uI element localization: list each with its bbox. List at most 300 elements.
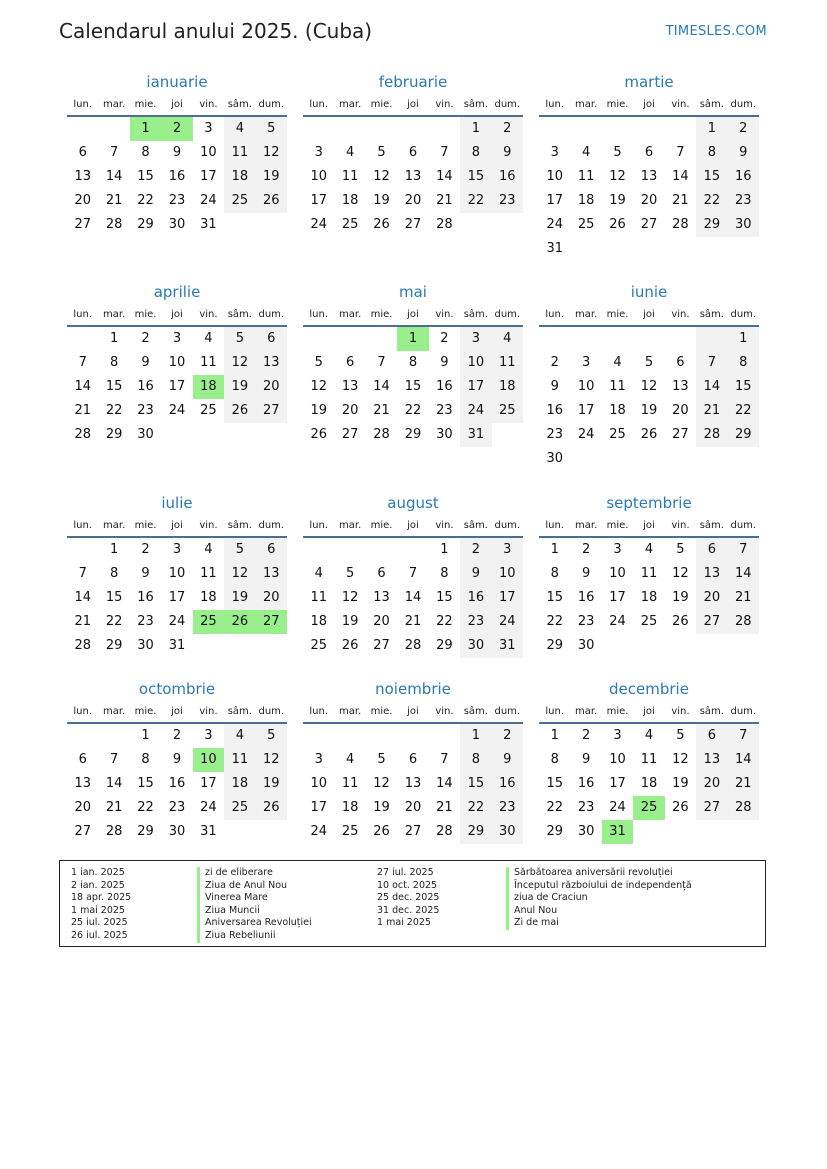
day-cell[interactable]: 9 [172, 752, 182, 767]
day-cell[interactable]: 24 [200, 193, 217, 208]
day-cell[interactable]: 27 [256, 399, 287, 423]
day-cell[interactable]: 19 [640, 403, 658, 418]
day-cell[interactable]: 8 [550, 566, 559, 581]
day-cell[interactable]: 11 [200, 566, 217, 581]
day-cell[interactable]: 20 [341, 403, 359, 418]
day-cell[interactable]: 19 [373, 800, 390, 815]
day-cell[interactable]: 17 [609, 590, 626, 605]
day-cell[interactable]: 19 [672, 776, 689, 791]
day-cell[interactable]: 23 [577, 800, 595, 815]
day-cell[interactable]: 19 [609, 193, 626, 208]
day-cell[interactable]: 12 [256, 141, 287, 165]
day-cell[interactable]: 21 [436, 800, 453, 815]
day-cell[interactable]: 9 [581, 566, 591, 581]
day-cell[interactable]: 14 [728, 562, 759, 586]
holiday-day-cell[interactable]: 18 [193, 375, 224, 399]
day-cell[interactable]: 13 [74, 776, 91, 791]
day-cell[interactable]: 11 [577, 169, 595, 184]
day-cell[interactable]: 17 [310, 193, 327, 208]
day-cell[interactable]: 5 [256, 724, 287, 748]
day-cell[interactable]: 4 [204, 542, 213, 557]
day-cell[interactable]: 15 [105, 590, 123, 605]
day-cell[interactable]: 10 [168, 355, 186, 370]
day-cell[interactable]: 25 [577, 217, 595, 232]
day-cell[interactable]: 1 [550, 728, 559, 743]
day-cell[interactable]: 23 [168, 193, 186, 208]
day-cell[interactable]: 21 [105, 193, 123, 208]
day-cell[interactable]: 12 [256, 748, 287, 772]
day-cell[interactable]: 30 [436, 427, 453, 442]
holiday-day-cell[interactable]: 1 [130, 117, 161, 141]
day-cell[interactable]: 25 [341, 824, 359, 839]
day-cell[interactable]: 31 [168, 638, 186, 653]
day-cell[interactable]: 14 [404, 590, 422, 605]
day-cell[interactable]: 28 [105, 824, 123, 839]
day-cell[interactable]: 27 [341, 427, 359, 442]
day-cell[interactable]: 18 [200, 590, 217, 605]
day-cell[interactable]: 10 [310, 776, 327, 791]
day-cell[interactable]: 18 [640, 776, 658, 791]
day-cell[interactable]: 8 [141, 145, 150, 160]
day-cell[interactable]: 12 [373, 776, 390, 791]
day-cell[interactable]: 14 [105, 169, 123, 184]
day-cell[interactable]: 3 [550, 145, 559, 160]
day-cell[interactable]: 19 [256, 165, 287, 189]
day-cell[interactable]: 3 [204, 728, 213, 743]
day-cell[interactable]: 23 [137, 614, 154, 629]
day-cell[interactable]: 1 [440, 542, 449, 557]
day-cell[interactable]: 12 [672, 566, 689, 581]
day-cell[interactable]: 8 [440, 566, 449, 581]
day-cell[interactable]: 11 [640, 752, 658, 767]
day-cell[interactable]: 16 [137, 590, 154, 605]
day-cell[interactable]: 17 [200, 776, 217, 791]
day-cell[interactable]: 21 [404, 614, 422, 629]
day-cell[interactable]: 25 [640, 614, 658, 629]
day-cell[interactable]: 5 [224, 327, 255, 351]
day-cell[interactable]: 6 [676, 355, 685, 370]
day-cell[interactable]: 28 [74, 427, 91, 442]
day-cell[interactable]: 7 [440, 145, 449, 160]
day-cell[interactable]: 6 [256, 327, 287, 351]
day-cell[interactable]: 11 [224, 748, 255, 772]
day-cell[interactable]: 29 [404, 427, 422, 442]
day-cell[interactable]: 10 [460, 351, 491, 375]
day-cell[interactable]: 21 [373, 403, 390, 418]
day-cell[interactable]: 15 [546, 590, 563, 605]
day-cell[interactable]: 18 [341, 800, 359, 815]
holiday-day-cell[interactable]: 31 [602, 820, 633, 844]
day-cell[interactable]: 22 [105, 403, 123, 418]
day-cell[interactable]: 16 [168, 169, 186, 184]
day-cell[interactable]: 23 [460, 610, 491, 634]
day-cell[interactable]: 12 [224, 562, 255, 586]
day-cell[interactable]: 28 [728, 610, 759, 634]
day-cell[interactable]: 2 [581, 542, 591, 557]
day-cell[interactable]: 31 [460, 423, 491, 447]
day-cell[interactable]: 29 [546, 638, 563, 653]
day-cell[interactable]: 3 [172, 331, 182, 346]
day-cell[interactable]: 8 [109, 355, 119, 370]
day-cell[interactable]: 6 [377, 566, 386, 581]
day-cell[interactable]: 26 [373, 217, 390, 232]
day-cell[interactable]: 30 [546, 451, 563, 466]
day-cell[interactable]: 31 [546, 241, 563, 256]
day-cell[interactable]: 21 [74, 403, 91, 418]
day-cell[interactable]: 2 [460, 538, 491, 562]
day-cell[interactable]: 16 [577, 590, 595, 605]
day-cell[interactable]: 26 [310, 427, 327, 442]
day-cell[interactable]: 31 [200, 217, 217, 232]
day-cell[interactable]: 20 [404, 193, 422, 208]
holiday-day-cell[interactable]: 10 [193, 748, 224, 772]
day-cell[interactable]: 14 [696, 375, 727, 399]
day-cell[interactable]: 15 [460, 165, 491, 189]
day-cell[interactable]: 15 [460, 772, 491, 796]
day-cell[interactable]: 10 [200, 145, 217, 160]
day-cell[interactable]: 31 [492, 634, 523, 658]
day-cell[interactable]: 9 [492, 141, 523, 165]
holiday-day-cell[interactable]: 25 [193, 610, 224, 634]
day-cell[interactable]: 20 [74, 800, 91, 815]
day-cell[interactable]: 7 [440, 752, 449, 767]
day-cell[interactable]: 2 [141, 542, 150, 557]
day-cell[interactable]: 11 [341, 776, 359, 791]
day-cell[interactable]: 16 [460, 586, 491, 610]
day-cell[interactable]: 15 [105, 379, 123, 394]
day-cell[interactable]: 1 [109, 331, 119, 346]
day-cell[interactable]: 13 [74, 169, 91, 184]
day-cell[interactable]: 4 [613, 355, 622, 370]
day-cell[interactable]: 25 [224, 189, 255, 213]
day-cell[interactable]: 11 [640, 566, 658, 581]
day-cell[interactable]: 21 [728, 586, 759, 610]
day-cell[interactable]: 3 [204, 121, 213, 136]
day-cell[interactable]: 1 [141, 728, 150, 743]
day-cell[interactable]: 23 [137, 403, 154, 418]
day-cell[interactable]: 24 [609, 800, 626, 815]
day-cell[interactable]: 6 [78, 752, 87, 767]
holiday-day-cell[interactable]: 2 [161, 117, 192, 141]
day-cell[interactable]: 13 [341, 379, 359, 394]
day-cell[interactable]: 29 [137, 217, 154, 232]
day-cell[interactable]: 23 [577, 614, 595, 629]
day-cell[interactable]: 22 [546, 614, 563, 629]
day-cell[interactable]: 12 [672, 752, 689, 767]
day-cell[interactable]: 28 [436, 217, 453, 232]
day-cell[interactable]: 11 [609, 379, 626, 394]
day-cell[interactable]: 29 [105, 427, 123, 442]
day-cell[interactable]: 23 [546, 427, 563, 442]
day-cell[interactable]: 7 [728, 538, 759, 562]
day-cell[interactable]: 7 [377, 355, 386, 370]
day-cell[interactable]: 18 [224, 772, 255, 796]
day-cell[interactable]: 3 [172, 542, 182, 557]
day-cell[interactable]: 25 [341, 217, 359, 232]
day-cell[interactable]: 5 [644, 355, 654, 370]
day-cell[interactable]: 25 [200, 403, 217, 418]
day-cell[interactable]: 20 [640, 193, 658, 208]
day-cell[interactable]: 12 [310, 379, 327, 394]
day-cell[interactable]: 4 [345, 752, 355, 767]
day-cell[interactable]: 26 [640, 427, 658, 442]
day-cell[interactable]: 7 [78, 355, 87, 370]
day-cell[interactable]: 24 [609, 614, 626, 629]
day-cell[interactable]: 6 [256, 538, 287, 562]
day-cell[interactable]: 28 [105, 217, 123, 232]
day-cell[interactable]: 22 [105, 614, 123, 629]
day-cell[interactable]: 7 [696, 351, 727, 375]
day-cell[interactable]: 9 [492, 748, 523, 772]
day-cell[interactable]: 14 [105, 776, 123, 791]
day-cell[interactable]: 5 [256, 117, 287, 141]
day-cell[interactable]: 3 [581, 355, 591, 370]
day-cell[interactable]: 6 [644, 145, 654, 160]
day-cell[interactable]: 16 [168, 776, 186, 791]
day-cell[interactable]: 18 [492, 375, 523, 399]
day-cell[interactable]: 4 [581, 145, 591, 160]
day-cell[interactable]: 2 [141, 331, 150, 346]
day-cell[interactable]: 3 [613, 728, 622, 743]
day-cell[interactable]: 10 [546, 169, 563, 184]
day-cell[interactable]: 16 [492, 165, 523, 189]
day-cell[interactable]: 19 [672, 590, 689, 605]
day-cell[interactable]: 22 [728, 399, 759, 423]
day-cell[interactable]: 15 [696, 165, 727, 189]
day-cell[interactable]: 13 [404, 776, 422, 791]
day-cell[interactable]: 1 [728, 327, 759, 351]
day-cell[interactable]: 16 [577, 776, 595, 791]
day-cell[interactable]: 25 [310, 638, 327, 653]
day-cell[interactable]: 24 [168, 614, 186, 629]
day-cell[interactable]: 17 [546, 193, 563, 208]
day-cell[interactable]: 5 [224, 538, 255, 562]
day-cell[interactable]: 13 [404, 169, 422, 184]
day-cell[interactable]: 25 [609, 427, 626, 442]
day-cell[interactable]: 29 [728, 423, 759, 447]
day-cell[interactable]: 20 [256, 586, 287, 610]
day-cell[interactable]: 24 [577, 427, 595, 442]
day-cell[interactable]: 23 [492, 189, 523, 213]
day-cell[interactable]: 20 [672, 403, 689, 418]
day-cell[interactable]: 25 [224, 796, 255, 820]
holiday-day-cell[interactable]: 26 [224, 610, 255, 634]
day-cell[interactable]: 13 [696, 562, 727, 586]
day-cell[interactable]: 11 [310, 590, 327, 605]
day-cell[interactable]: 22 [137, 800, 154, 815]
day-cell[interactable]: 2 [440, 331, 449, 346]
day-cell[interactable]: 22 [137, 193, 154, 208]
day-cell[interactable]: 19 [341, 614, 359, 629]
day-cell[interactable]: 16 [492, 772, 523, 796]
day-cell[interactable]: 19 [224, 375, 255, 399]
day-cell[interactable]: 3 [460, 327, 491, 351]
day-cell[interactable]: 8 [109, 566, 119, 581]
day-cell[interactable]: 3 [613, 542, 622, 557]
brand-link[interactable]: TIMESLES.COM [665, 24, 767, 39]
day-cell[interactable]: 22 [460, 796, 491, 820]
holiday-day-cell[interactable]: 25 [633, 796, 664, 820]
day-cell[interactable]: 30 [492, 820, 523, 844]
day-cell[interactable]: 30 [728, 213, 759, 237]
day-cell[interactable]: 5 [676, 728, 685, 743]
day-cell[interactable]: 20 [696, 772, 727, 796]
day-cell[interactable]: 29 [546, 824, 563, 839]
day-cell[interactable]: 6 [408, 145, 418, 160]
day-cell[interactable]: 20 [256, 375, 287, 399]
day-cell[interactable]: 8 [550, 752, 559, 767]
day-cell[interactable]: 13 [696, 748, 727, 772]
day-cell[interactable]: 15 [436, 590, 453, 605]
day-cell[interactable]: 30 [460, 634, 491, 658]
day-cell[interactable]: 23 [728, 189, 759, 213]
day-cell[interactable]: 15 [728, 375, 759, 399]
day-cell[interactable]: 5 [377, 752, 386, 767]
day-cell[interactable]: 26 [672, 614, 689, 629]
day-cell[interactable]: 1 [460, 724, 491, 748]
day-cell[interactable]: 30 [168, 824, 186, 839]
day-cell[interactable]: 10 [492, 562, 523, 586]
day-cell[interactable]: 15 [546, 776, 563, 791]
day-cell[interactable]: 16 [546, 403, 563, 418]
day-cell[interactable]: 24 [310, 217, 327, 232]
day-cell[interactable]: 20 [74, 193, 91, 208]
day-cell[interactable]: 26 [373, 824, 390, 839]
day-cell[interactable]: 24 [168, 403, 186, 418]
day-cell[interactable]: 10 [577, 379, 595, 394]
day-cell[interactable]: 3 [314, 145, 323, 160]
day-cell[interactable]: 9 [172, 145, 182, 160]
day-cell[interactable]: 27 [672, 427, 689, 442]
day-cell[interactable]: 8 [408, 355, 418, 370]
day-cell[interactable]: 21 [105, 800, 123, 815]
day-cell[interactable]: 26 [609, 217, 626, 232]
day-cell[interactable]: 25 [492, 399, 523, 423]
day-cell[interactable]: 22 [696, 189, 727, 213]
day-cell[interactable]: 8 [460, 141, 491, 165]
day-cell[interactable]: 13 [640, 169, 658, 184]
day-cell[interactable]: 2 [492, 724, 523, 748]
day-cell[interactable]: 17 [168, 379, 186, 394]
day-cell[interactable]: 27 [373, 638, 390, 653]
day-cell[interactable]: 21 [436, 193, 453, 208]
day-cell[interactable]: 28 [436, 824, 453, 839]
day-cell[interactable]: 24 [492, 610, 523, 634]
day-cell[interactable]: 8 [728, 351, 759, 375]
day-cell[interactable]: 22 [404, 403, 422, 418]
day-cell[interactable]: 22 [546, 800, 563, 815]
day-cell[interactable]: 20 [696, 586, 727, 610]
day-cell[interactable]: 31 [200, 824, 217, 839]
day-cell[interactable]: 12 [609, 169, 626, 184]
day-cell[interactable]: 16 [728, 165, 759, 189]
holiday-day-cell[interactable]: 27 [256, 610, 287, 634]
day-cell[interactable]: 13 [256, 562, 287, 586]
day-cell[interactable]: 28 [404, 638, 422, 653]
day-cell[interactable]: 2 [172, 728, 182, 743]
day-cell[interactable]: 10 [168, 566, 186, 581]
day-cell[interactable]: 14 [728, 748, 759, 772]
day-cell[interactable]: 28 [373, 427, 390, 442]
day-cell[interactable]: 5 [345, 566, 355, 581]
day-cell[interactable]: 29 [137, 824, 154, 839]
day-cell[interactable]: 26 [256, 796, 287, 820]
day-cell[interactable]: 7 [109, 145, 119, 160]
day-cell[interactable]: 21 [672, 193, 689, 208]
day-cell[interactable]: 29 [105, 638, 123, 653]
day-cell[interactable]: 9 [440, 355, 449, 370]
day-cell[interactable]: 15 [137, 776, 154, 791]
day-cell[interactable]: 13 [373, 590, 390, 605]
day-cell[interactable]: 2 [728, 117, 759, 141]
day-cell[interactable]: 20 [404, 800, 422, 815]
day-cell[interactable]: 4 [224, 724, 255, 748]
day-cell[interactable]: 30 [137, 638, 154, 653]
day-cell[interactable]: 2 [550, 355, 559, 370]
day-cell[interactable]: 13 [672, 379, 689, 394]
day-cell[interactable]: 21 [696, 399, 727, 423]
day-cell[interactable]: 9 [460, 562, 491, 586]
day-cell[interactable]: 17 [577, 403, 595, 418]
day-cell[interactable]: 30 [137, 427, 154, 442]
day-cell[interactable]: 17 [310, 800, 327, 815]
day-cell[interactable]: 15 [137, 169, 154, 184]
day-cell[interactable]: 7 [408, 566, 418, 581]
day-cell[interactable]: 26 [341, 638, 359, 653]
day-cell[interactable]: 4 [204, 331, 213, 346]
day-cell[interactable]: 1 [550, 542, 559, 557]
day-cell[interactable]: 14 [74, 379, 91, 394]
day-cell[interactable]: 9 [141, 566, 150, 581]
day-cell[interactable]: 28 [74, 638, 91, 653]
day-cell[interactable]: 8 [460, 748, 491, 772]
day-cell[interactable]: 6 [78, 145, 87, 160]
day-cell[interactable]: 3 [314, 752, 323, 767]
day-cell[interactable]: 18 [640, 590, 658, 605]
holiday-day-cell[interactable]: 1 [397, 327, 428, 351]
day-cell[interactable]: 12 [373, 169, 390, 184]
day-cell[interactable]: 6 [408, 752, 418, 767]
day-cell[interactable]: 12 [640, 379, 658, 394]
day-cell[interactable]: 19 [224, 586, 255, 610]
day-cell[interactable]: 27 [404, 824, 422, 839]
day-cell[interactable]: 11 [341, 169, 359, 184]
day-cell[interactable]: 17 [609, 776, 626, 791]
day-cell[interactable]: 27 [404, 217, 422, 232]
day-cell[interactable]: 26 [256, 189, 287, 213]
day-cell[interactable]: 20 [373, 614, 390, 629]
day-cell[interactable]: 11 [200, 355, 217, 370]
day-cell[interactable]: 21 [728, 772, 759, 796]
day-cell[interactable]: 16 [137, 379, 154, 394]
day-cell[interactable]: 4 [644, 542, 654, 557]
day-cell[interactable]: 29 [696, 213, 727, 237]
day-cell[interactable]: 18 [609, 403, 626, 418]
day-cell[interactable]: 7 [676, 145, 685, 160]
day-cell[interactable]: 22 [436, 614, 453, 629]
day-cell[interactable]: 29 [460, 820, 491, 844]
day-cell[interactable]: 24 [310, 824, 327, 839]
day-cell[interactable]: 15 [404, 379, 422, 394]
day-cell[interactable]: 22 [460, 189, 491, 213]
day-cell[interactable]: 8 [696, 141, 727, 165]
day-cell[interactable]: 3 [492, 538, 523, 562]
day-cell[interactable]: 29 [436, 638, 453, 653]
day-cell[interactable]: 1 [460, 117, 491, 141]
day-cell[interactable]: 14 [436, 776, 453, 791]
day-cell[interactable]: 5 [613, 145, 622, 160]
day-cell[interactable]: 19 [373, 193, 390, 208]
